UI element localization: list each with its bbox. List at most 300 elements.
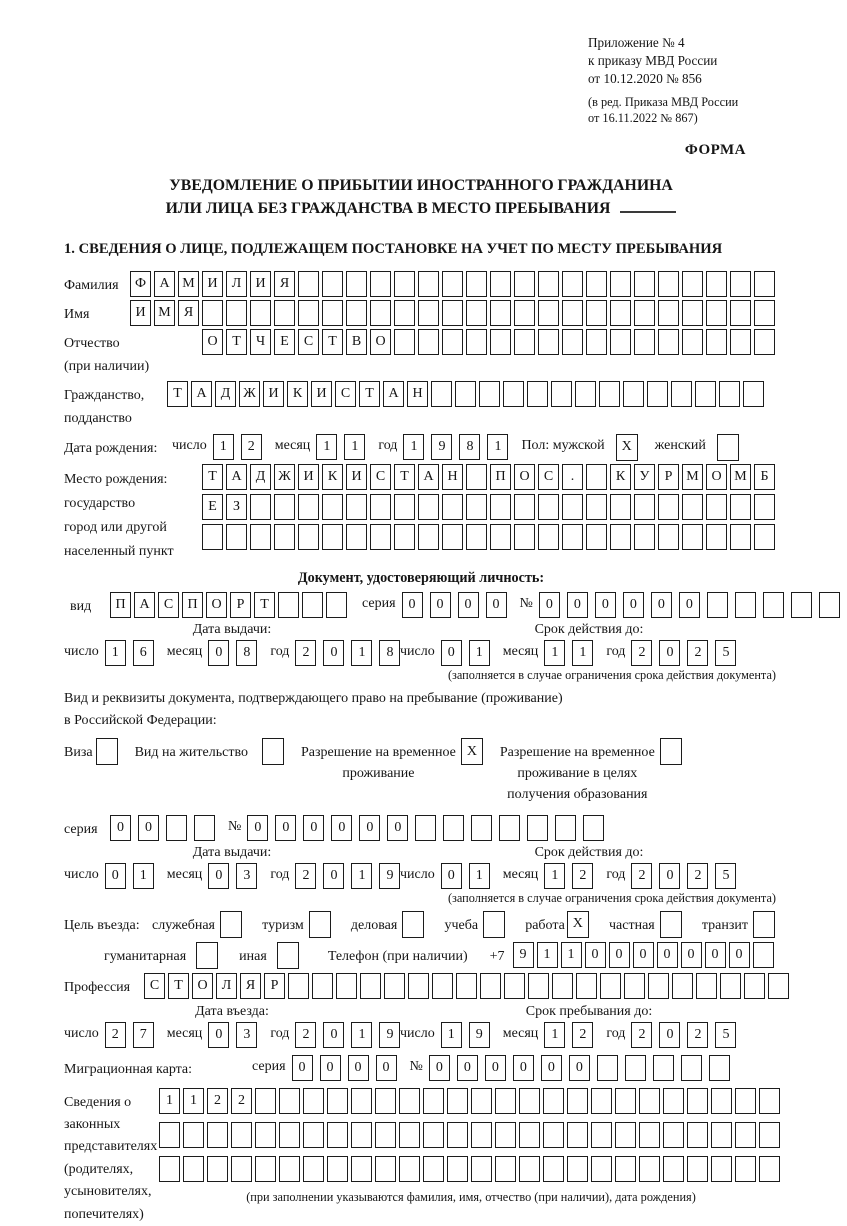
char-cell[interactable]: 0 [595,592,616,618]
char-cell[interactable] [194,815,215,841]
char-cell[interactable] [527,815,548,841]
char-cell[interactable] [562,494,583,520]
char-cell[interactable]: З [226,494,247,520]
char-cell[interactable] [567,1122,588,1148]
char-cell[interactable]: М [730,464,751,490]
char-cell[interactable] [625,1055,646,1081]
char-cell[interactable] [432,973,453,999]
char-cell[interactable]: 0 [359,815,380,841]
char-cell[interactable]: Я [178,300,199,326]
char-cell[interactable]: Т [359,381,380,407]
char-cell[interactable] [303,1088,324,1114]
char-cell[interactable] [466,524,487,550]
char-cell[interactable]: 2 [295,640,316,666]
char-cell[interactable] [586,329,607,355]
char-cell[interactable] [503,381,524,407]
char-cell[interactable] [543,1156,564,1182]
char-cell[interactable] [709,1055,730,1081]
char-cell[interactable] [490,271,511,297]
char-cell[interactable] [586,300,607,326]
char-cell[interactable]: 0 [402,592,423,618]
char-cell[interactable]: 9 [379,1022,400,1048]
char-cell[interactable]: 1 [572,640,593,666]
char-cell[interactable]: Ж [274,464,295,490]
char-cell[interactable] [250,494,271,520]
char-cell[interactable]: 1 [133,863,154,889]
char-cell[interactable] [514,329,535,355]
char-cell[interactable]: К [610,464,631,490]
char-cell[interactable] [639,1088,660,1114]
char-cell[interactable] [288,973,309,999]
char-cell[interactable] [370,494,391,520]
char-cell[interactable]: А [226,464,247,490]
char-cell[interactable]: 0 [659,1022,680,1048]
char-cell[interactable] [706,271,727,297]
char-cell[interactable] [159,1122,180,1148]
char-cell[interactable] [408,973,429,999]
char-cell[interactable] [730,524,751,550]
char-cell[interactable] [302,592,323,618]
char-cell[interactable]: 0 [659,640,680,666]
char-cell[interactable] [442,271,463,297]
char-cell[interactable]: 2 [295,863,316,889]
char-cell[interactable] [423,1088,444,1114]
female-checkbox[interactable] [717,434,739,461]
char-cell[interactable] [555,815,576,841]
char-cell[interactable]: 9 [513,942,534,968]
char-cell[interactable] [298,494,319,520]
char-cell[interactable] [442,494,463,520]
char-cell[interactable]: 0 [429,1055,450,1081]
char-cell[interactable] [504,973,525,999]
char-cell[interactable] [447,1156,468,1182]
char-cell[interactable]: И [311,381,332,407]
char-cell[interactable] [279,1156,300,1182]
char-cell[interactable] [370,271,391,297]
char-cell[interactable] [466,494,487,520]
char-cell[interactable] [495,1122,516,1148]
char-cell[interactable]: Т [226,329,247,355]
char-cell[interactable]: П [182,592,203,618]
char-cell[interactable] [346,494,367,520]
char-cell[interactable] [490,524,511,550]
char-cell[interactable]: 3 [236,863,257,889]
char-cell[interactable] [183,1156,204,1182]
char-cell[interactable] [706,524,727,550]
char-cell[interactable] [298,300,319,326]
char-cell[interactable]: 1 [487,434,508,460]
char-cell[interactable]: 1 [537,942,558,968]
char-cell[interactable]: Т [322,329,343,355]
char-cell[interactable] [322,524,343,550]
char-cell[interactable] [479,381,500,407]
char-cell[interactable] [695,381,716,407]
char-cell[interactable] [639,1156,660,1182]
char-cell[interactable]: . [562,464,583,490]
char-cell[interactable]: 0 [705,942,726,968]
char-cell[interactable]: 0 [387,815,408,841]
char-cell[interactable] [447,1122,468,1148]
char-cell[interactable]: 1 [344,434,365,460]
char-cell[interactable] [754,524,775,550]
char-cell[interactable] [471,1156,492,1182]
char-cell[interactable] [681,1055,702,1081]
char-cell[interactable]: 0 [681,942,702,968]
char-cell[interactable] [658,271,679,297]
char-cell[interactable] [586,464,607,490]
char-cell[interactable]: М [154,300,175,326]
char-cell[interactable]: 2 [631,1022,652,1048]
char-cell[interactable] [399,1122,420,1148]
char-cell[interactable]: 3 [236,1022,257,1048]
char-cell[interactable]: Б [754,464,775,490]
char-cell[interactable]: 2 [687,640,708,666]
char-cell[interactable] [735,1122,756,1148]
char-cell[interactable] [466,271,487,297]
char-cell[interactable] [711,1156,732,1182]
char-cell[interactable]: Л [216,973,237,999]
char-cell[interactable]: О [206,592,227,618]
char-cell[interactable]: Т [254,592,275,618]
char-cell[interactable] [322,271,343,297]
char-cell[interactable]: 2 [687,863,708,889]
char-cell[interactable] [519,1156,540,1182]
char-cell[interactable] [538,329,559,355]
char-cell[interactable]: 1 [351,640,372,666]
char-cell[interactable]: Д [215,381,236,407]
char-cell[interactable] [591,1156,612,1182]
char-cell[interactable]: 0 [105,863,126,889]
work-checkbox[interactable]: X [567,911,589,938]
char-cell[interactable]: 1 [544,863,565,889]
char-cell[interactable] [623,381,644,407]
char-cell[interactable]: 1 [469,863,490,889]
char-cell[interactable] [322,300,343,326]
char-cell[interactable]: П [110,592,131,618]
char-cell[interactable]: 1 [183,1088,204,1114]
char-cell[interactable]: О [192,973,213,999]
char-cell[interactable] [519,1088,540,1114]
char-cell[interactable]: 1 [351,1022,372,1048]
char-cell[interactable]: 0 [539,592,560,618]
char-cell[interactable] [711,1122,732,1148]
char-cell[interactable] [528,973,549,999]
char-cell[interactable] [615,1088,636,1114]
char-cell[interactable] [600,973,621,999]
char-cell[interactable]: М [178,271,199,297]
char-cell[interactable] [682,524,703,550]
char-cell[interactable] [754,494,775,520]
char-cell[interactable] [490,300,511,326]
char-cell[interactable]: И [263,381,284,407]
char-cell[interactable]: 0 [348,1055,369,1081]
char-cell[interactable]: К [287,381,308,407]
char-cell[interactable] [610,271,631,297]
char-cell[interactable] [351,1088,372,1114]
char-cell[interactable] [519,1122,540,1148]
char-cell[interactable] [735,1156,756,1182]
char-cell[interactable] [303,1156,324,1182]
char-cell[interactable]: 1 [105,640,126,666]
char-cell[interactable] [538,300,559,326]
char-cell[interactable] [583,815,604,841]
char-cell[interactable] [514,494,535,520]
char-cell[interactable] [706,494,727,520]
char-cell[interactable]: Ф [130,271,151,297]
char-cell[interactable] [720,973,741,999]
char-cell[interactable]: 9 [431,434,452,460]
char-cell[interactable] [543,1088,564,1114]
char-cell[interactable]: А [154,271,175,297]
char-cell[interactable]: 0 [376,1055,397,1081]
char-cell[interactable] [250,524,271,550]
char-cell[interactable] [370,524,391,550]
char-cell[interactable]: И [130,300,151,326]
char-cell[interactable]: 0 [292,1055,313,1081]
char-cell[interactable]: 2 [572,1022,593,1048]
char-cell[interactable] [346,271,367,297]
char-cell[interactable]: А [191,381,212,407]
char-cell[interactable] [754,300,775,326]
char-cell[interactable] [394,271,415,297]
char-cell[interactable] [663,1122,684,1148]
char-cell[interactable] [346,524,367,550]
char-cell[interactable]: 2 [295,1022,316,1048]
char-cell[interactable] [278,592,299,618]
char-cell[interactable] [351,1122,372,1148]
char-cell[interactable]: 0 [275,815,296,841]
char-cell[interactable] [455,381,476,407]
char-cell[interactable] [375,1088,396,1114]
char-cell[interactable]: С [370,464,391,490]
char-cell[interactable] [418,271,439,297]
char-cell[interactable]: 0 [633,942,654,968]
char-cell[interactable]: 0 [657,942,678,968]
char-cell[interactable] [322,494,343,520]
char-cell[interactable] [658,524,679,550]
char-cell[interactable]: Ч [250,329,271,355]
char-cell[interactable] [591,1122,612,1148]
char-cell[interactable]: 2 [631,640,652,666]
temp-residence-checkbox[interactable]: X [461,738,483,765]
char-cell[interactable]: 0 [208,640,229,666]
char-cell[interactable]: 2 [241,434,262,460]
char-cell[interactable] [250,300,271,326]
char-cell[interactable] [763,592,784,618]
char-cell[interactable]: Н [442,464,463,490]
char-cell[interactable] [610,494,631,520]
char-cell[interactable]: Т [168,973,189,999]
char-cell[interactable]: Р [264,973,285,999]
char-cell[interactable]: М [682,464,703,490]
char-cell[interactable]: У [634,464,655,490]
char-cell[interactable] [303,1122,324,1148]
char-cell[interactable] [418,300,439,326]
char-cell[interactable]: 0 [486,592,507,618]
char-cell[interactable] [647,381,668,407]
char-cell[interactable] [562,271,583,297]
char-cell[interactable]: 2 [687,1022,708,1048]
char-cell[interactable]: Т [394,464,415,490]
char-cell[interactable] [499,815,520,841]
char-cell[interactable]: Т [167,381,188,407]
char-cell[interactable] [682,494,703,520]
char-cell[interactable] [682,329,703,355]
char-cell[interactable]: С [298,329,319,355]
char-cell[interactable] [538,271,559,297]
char-cell[interactable]: Е [202,494,223,520]
char-cell[interactable] [730,271,751,297]
char-cell[interactable]: Н [407,381,428,407]
char-cell[interactable] [490,494,511,520]
char-cell[interactable]: 0 [541,1055,562,1081]
char-cell[interactable] [418,494,439,520]
char-cell[interactable]: 0 [659,863,680,889]
char-cell[interactable]: 0 [513,1055,534,1081]
char-cell[interactable] [443,815,464,841]
char-cell[interactable] [394,329,415,355]
char-cell[interactable] [394,524,415,550]
char-cell[interactable] [615,1122,636,1148]
char-cell[interactable] [370,300,391,326]
residence-permit-checkbox[interactable] [262,738,284,765]
char-cell[interactable]: 1 [544,1022,565,1048]
char-cell[interactable] [562,300,583,326]
char-cell[interactable]: С [158,592,179,618]
char-cell[interactable] [671,381,692,407]
char-cell[interactable] [687,1088,708,1114]
char-cell[interactable]: 0 [323,640,344,666]
char-cell[interactable] [274,494,295,520]
char-cell[interactable]: И [202,271,223,297]
official-checkbox[interactable] [220,911,242,938]
char-cell[interactable] [819,592,840,618]
char-cell[interactable] [658,329,679,355]
char-cell[interactable] [490,329,511,355]
char-cell[interactable] [514,271,535,297]
char-cell[interactable] [274,524,295,550]
char-cell[interactable]: Л [226,271,247,297]
char-cell[interactable] [610,300,631,326]
char-cell[interactable] [538,494,559,520]
char-cell[interactable]: 1 [441,1022,462,1048]
char-cell[interactable]: 0 [651,592,672,618]
char-cell[interactable]: Е [274,329,295,355]
char-cell[interactable] [567,1088,588,1114]
char-cell[interactable] [375,1122,396,1148]
char-cell[interactable] [207,1122,228,1148]
char-cell[interactable] [586,524,607,550]
char-cell[interactable] [166,815,187,841]
char-cell[interactable]: 5 [715,863,736,889]
char-cell[interactable] [418,524,439,550]
char-cell[interactable] [562,329,583,355]
char-cell[interactable]: 0 [458,592,479,618]
char-cell[interactable]: 8 [236,640,257,666]
char-cell[interactable]: 8 [459,434,480,460]
char-cell[interactable] [394,300,415,326]
tourism-checkbox[interactable] [309,911,331,938]
char-cell[interactable] [599,381,620,407]
char-cell[interactable] [298,271,319,297]
char-cell[interactable] [658,494,679,520]
char-cell[interactable]: 0 [585,942,606,968]
char-cell[interactable] [327,1122,348,1148]
char-cell[interactable]: 1 [159,1088,180,1114]
char-cell[interactable] [226,300,247,326]
char-cell[interactable]: 9 [379,863,400,889]
char-cell[interactable] [538,524,559,550]
char-cell[interactable]: 0 [679,592,700,618]
char-cell[interactable] [431,381,452,407]
char-cell[interactable] [634,271,655,297]
char-cell[interactable]: В [346,329,367,355]
char-cell[interactable] [279,1122,300,1148]
char-cell[interactable] [730,329,751,355]
char-cell[interactable]: 1 [544,640,565,666]
char-cell[interactable]: О [202,329,223,355]
char-cell[interactable]: 1 [561,942,582,968]
char-cell[interactable] [255,1122,276,1148]
char-cell[interactable] [442,524,463,550]
char-cell[interactable]: 2 [631,863,652,889]
char-cell[interactable]: 0 [208,1022,229,1048]
char-cell[interactable] [527,381,548,407]
char-cell[interactable] [791,592,812,618]
char-cell[interactable] [514,300,535,326]
char-cell[interactable] [375,1156,396,1182]
char-cell[interactable]: 0 [303,815,324,841]
char-cell[interactable] [586,271,607,297]
char-cell[interactable]: С [335,381,356,407]
char-cell[interactable] [543,1122,564,1148]
char-cell[interactable]: 0 [569,1055,590,1081]
char-cell[interactable] [586,494,607,520]
char-cell[interactable] [226,524,247,550]
char-cell[interactable]: 0 [323,1022,344,1048]
char-cell[interactable]: О [514,464,535,490]
private-checkbox[interactable] [660,911,682,938]
char-cell[interactable]: Д [250,464,271,490]
study-checkbox[interactable] [483,911,505,938]
char-cell[interactable] [735,1088,756,1114]
char-cell[interactable]: 0 [323,863,344,889]
char-cell[interactable]: И [250,271,271,297]
transit-checkbox[interactable] [753,911,775,938]
char-cell[interactable] [597,1055,618,1081]
char-cell[interactable]: Ж [239,381,260,407]
char-cell[interactable] [743,381,764,407]
char-cell[interactable]: 0 [430,592,451,618]
char-cell[interactable] [730,494,751,520]
char-cell[interactable] [418,329,439,355]
char-cell[interactable] [471,1122,492,1148]
char-cell[interactable] [279,1088,300,1114]
char-cell[interactable] [624,973,645,999]
char-cell[interactable] [207,1156,228,1182]
char-cell[interactable]: 2 [572,863,593,889]
char-cell[interactable] [327,1088,348,1114]
char-cell[interactable] [687,1122,708,1148]
char-cell[interactable] [466,300,487,326]
char-cell[interactable] [471,1088,492,1114]
char-cell[interactable] [634,524,655,550]
char-cell[interactable] [648,973,669,999]
char-cell[interactable] [658,300,679,326]
char-cell[interactable] [466,464,487,490]
char-cell[interactable]: 0 [623,592,644,618]
char-cell[interactable] [567,1156,588,1182]
